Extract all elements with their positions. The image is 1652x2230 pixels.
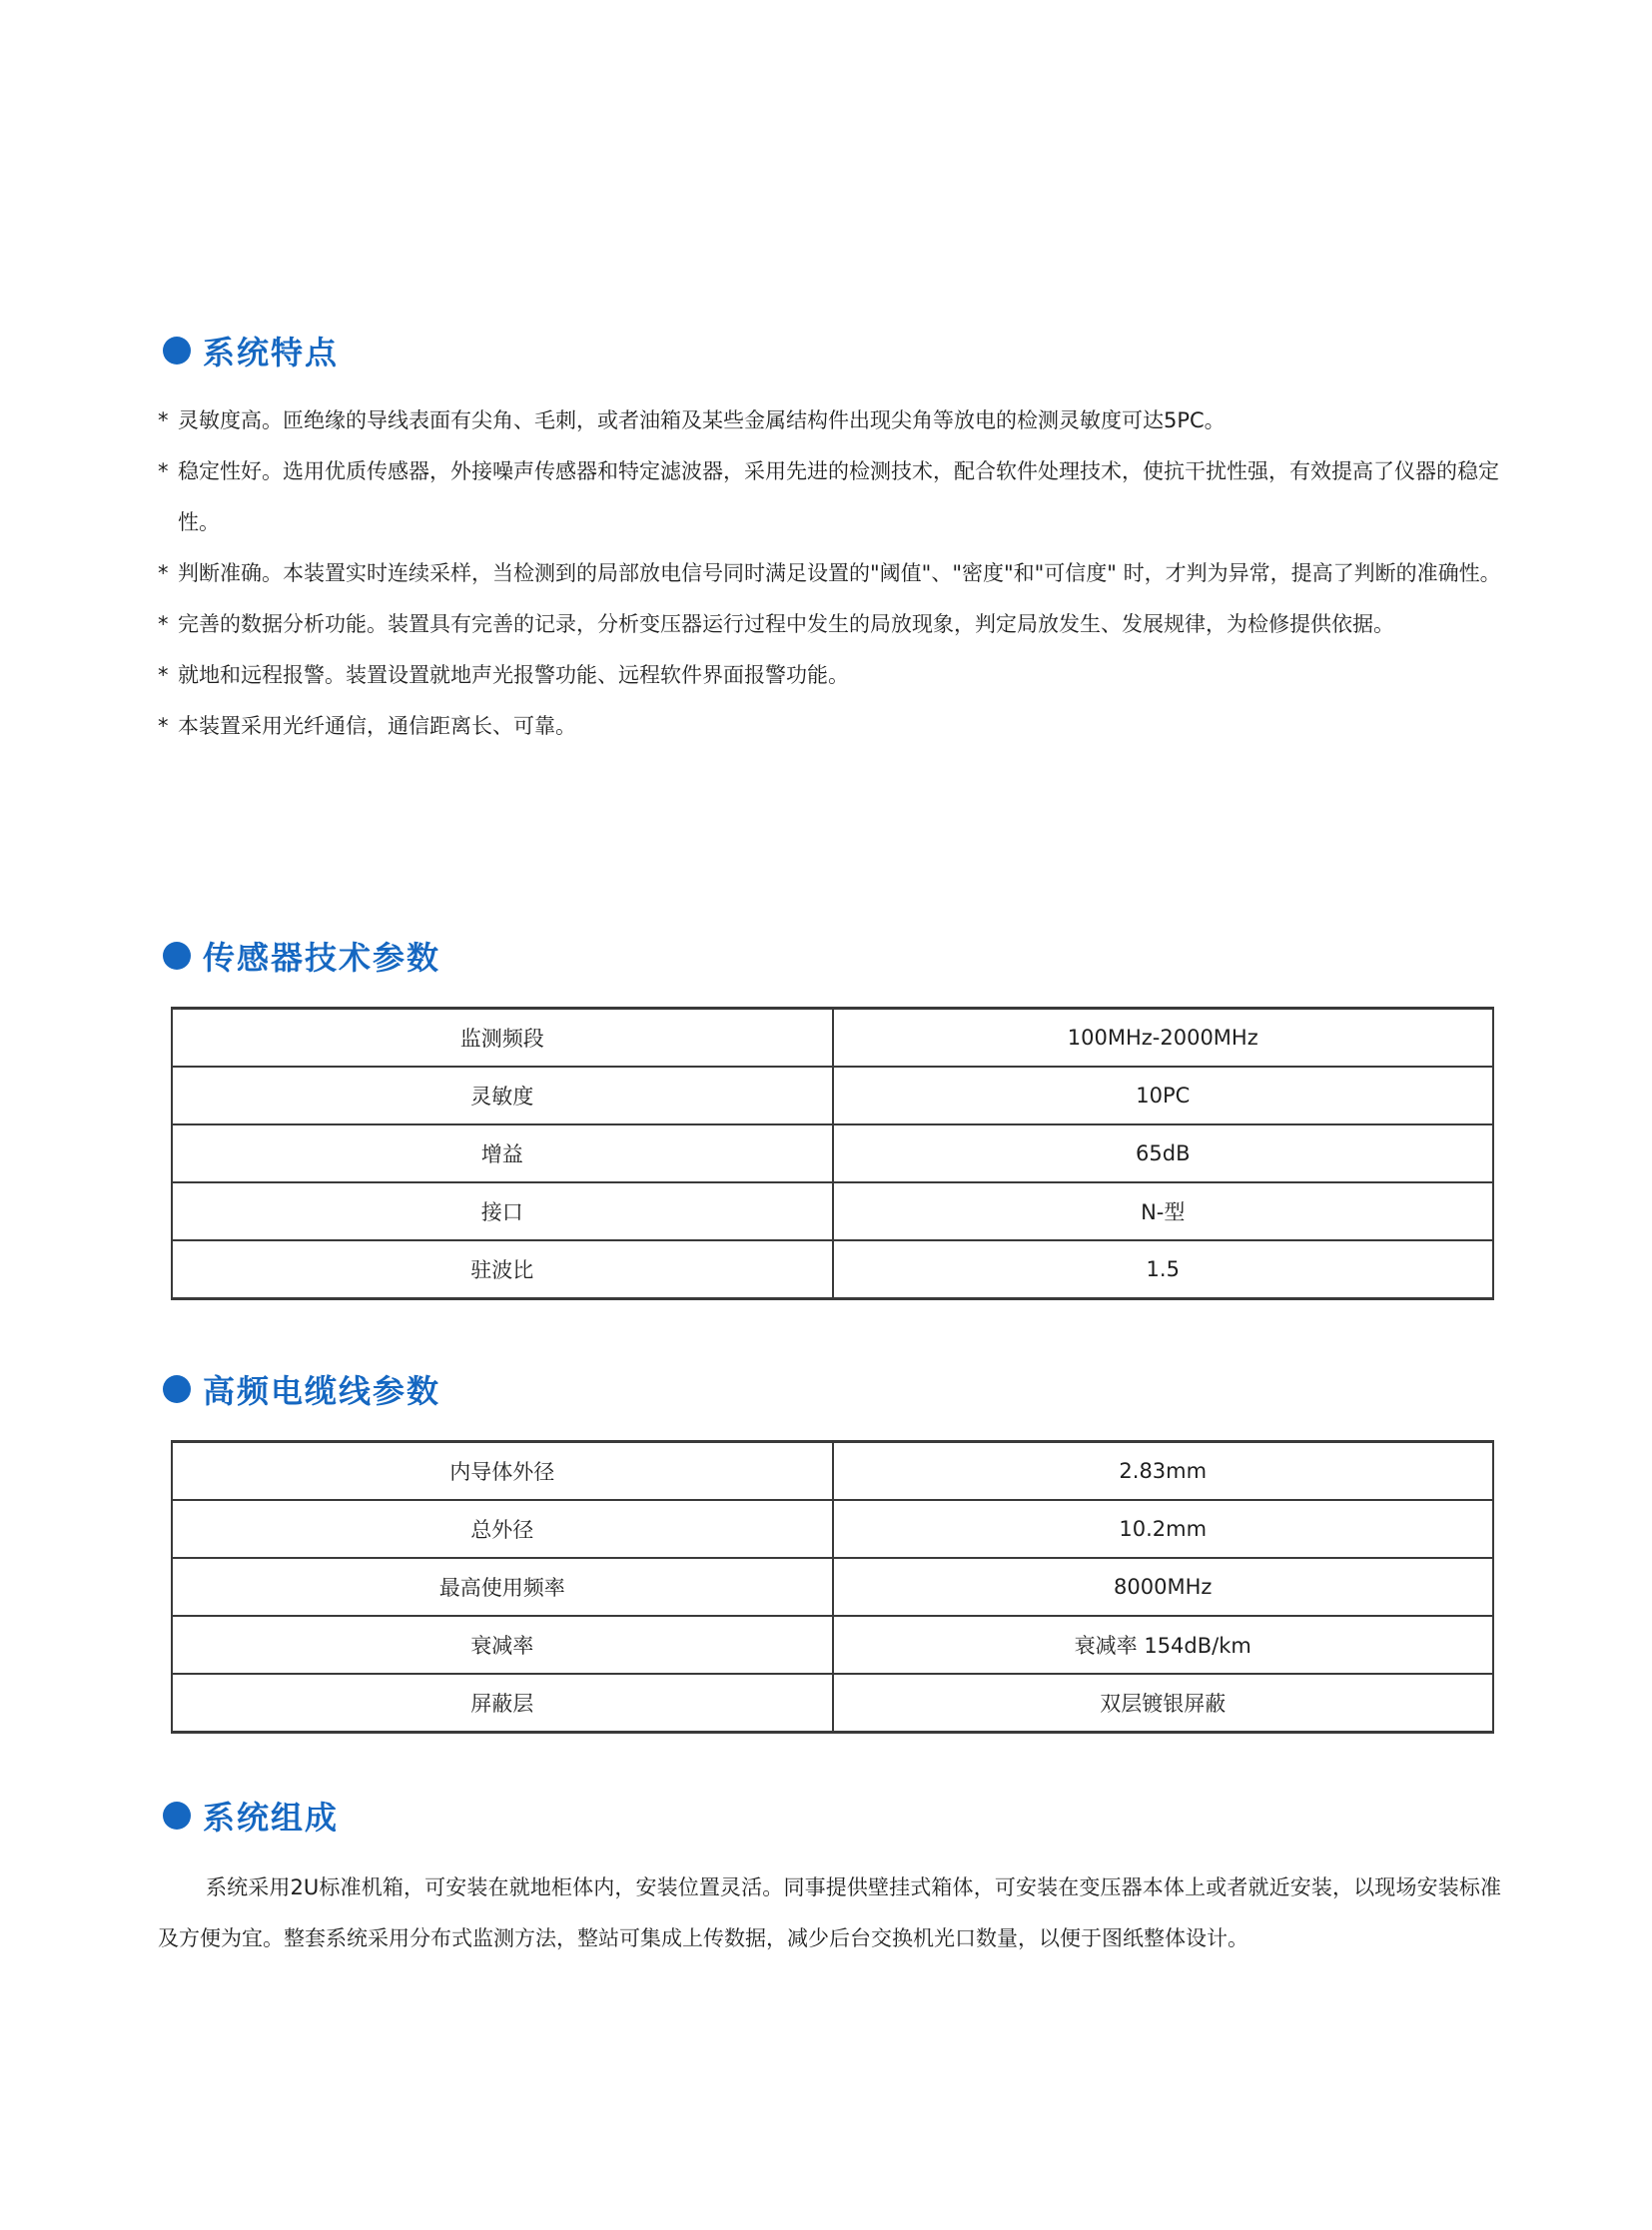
sensor-spec-table <box>171 1007 1494 1300</box>
composition-paragraph: 系统采用2U标准机箱，可安装在就地柜体内，安装位置灵活。同事提供壁挂式箱体，可安装在变压器本体上或者就近安装，以现场安装标准及方便为宜。整套系统采用分布式监测方法，整站可集成上传数据，减少后台交换机光口数量，以便于图纸整体设计。 <box>158 1875 1501 1950</box>
feature-text: 完善的数据分析功能。装置具有完善的记录，分析变压器运行过程中发生的局放现象，判定局放发生、发展规律，为检修提供依据。 <box>178 612 1394 636</box>
asterisk-icon: * <box>158 408 169 432</box>
feature-item <box>158 650 1501 701</box>
sensor-title: 传感器技术参数 <box>203 939 441 977</box>
features-heading <box>163 328 339 373</box>
param-value: 衰减率 154dB/km <box>833 1616 1494 1674</box>
param-name: 接口 <box>172 1182 833 1240</box>
param-value: 双层镀银屏蔽 <box>833 1674 1494 1733</box>
param-name: 驻波比 <box>172 1240 833 1299</box>
param-name: 监测频段 <box>172 1009 833 1068</box>
param-name: 总外径 <box>172 1500 833 1558</box>
table-row <box>172 1124 1493 1182</box>
asterisk-icon: * <box>158 663 169 687</box>
param-name: 内导体外径 <box>172 1442 833 1501</box>
feature-item <box>158 395 1501 446</box>
cable-heading <box>163 1366 440 1412</box>
asterisk-icon: * <box>158 714 169 738</box>
asterisk-icon: * <box>158 612 169 636</box>
table-row <box>172 1240 1493 1299</box>
feature-item <box>158 701 1501 752</box>
param-value: 10PC <box>833 1067 1494 1124</box>
feature-text: 就地和远程报警。装置设置就地声光报警功能、远程软件界面报警功能。 <box>178 663 849 687</box>
table-row <box>172 1442 1493 1501</box>
table-row <box>172 1500 1493 1558</box>
feature-text: 灵敏度高。匝绝缘的导线表面有尖角、毛刺，或者油箱及某些金属结构件出现尖角等放电的检测灵敏度可达5PC。 <box>178 408 1226 432</box>
bullet-dot-icon <box>163 337 191 365</box>
param-name: 灵敏度 <box>172 1067 833 1124</box>
param-value: 65dB <box>833 1124 1494 1182</box>
table-row <box>172 1558 1493 1616</box>
table-row <box>172 1616 1493 1674</box>
table-row <box>172 1182 1493 1240</box>
features-list <box>158 395 1501 752</box>
cable-title: 高频电缆线参数 <box>203 1372 441 1410</box>
features-title: 系统特点 <box>203 334 340 372</box>
composition-title: 系统组成 <box>203 1799 340 1837</box>
bullet-dot-icon <box>163 1802 191 1830</box>
param-value: 10.2mm <box>833 1500 1494 1558</box>
param-name: 最高使用频率 <box>172 1558 833 1616</box>
feature-item <box>158 446 1501 548</box>
table-row <box>172 1009 1493 1068</box>
table-row <box>172 1674 1493 1733</box>
param-name: 增益 <box>172 1124 833 1182</box>
param-value: 2.83mm <box>833 1442 1494 1501</box>
param-value: 8000MHz <box>833 1558 1494 1616</box>
param-value: 1.5 <box>833 1240 1494 1299</box>
bullet-dot-icon <box>163 1375 191 1403</box>
feature-item <box>158 599 1501 650</box>
param-value: 100MHz-2000MHz <box>833 1009 1494 1068</box>
bullet-dot-icon <box>163 942 191 970</box>
feature-text: 稳定性好。选用优质传感器，外接噪声传感器和特定滤波器，采用先进的检测技术，配合软件处理技术，使抗干扰性强，有效提高了仪器的稳定性。 <box>178 459 1499 534</box>
sensor-heading <box>163 933 440 979</box>
asterisk-icon: * <box>158 459 169 483</box>
cable-spec-table <box>171 1440 1494 1734</box>
feature-item <box>158 548 1501 599</box>
feature-text: 本装置采用光纤通信，通信距离长、可靠。 <box>178 714 576 738</box>
param-name: 屏蔽层 <box>172 1674 833 1733</box>
feature-text: 判断准确。本装置实时连续采样，当检测到的局部放电信号同时满足设置的"阈值"、"密度"和"可信度" 时，才判为异常，提高了判断的准确性。 <box>178 561 1501 585</box>
asterisk-icon: * <box>158 561 169 585</box>
table-row <box>172 1067 1493 1124</box>
param-value: N-型 <box>833 1182 1494 1240</box>
param-name: 衰减率 <box>172 1616 833 1674</box>
composition-heading <box>163 1793 339 1839</box>
